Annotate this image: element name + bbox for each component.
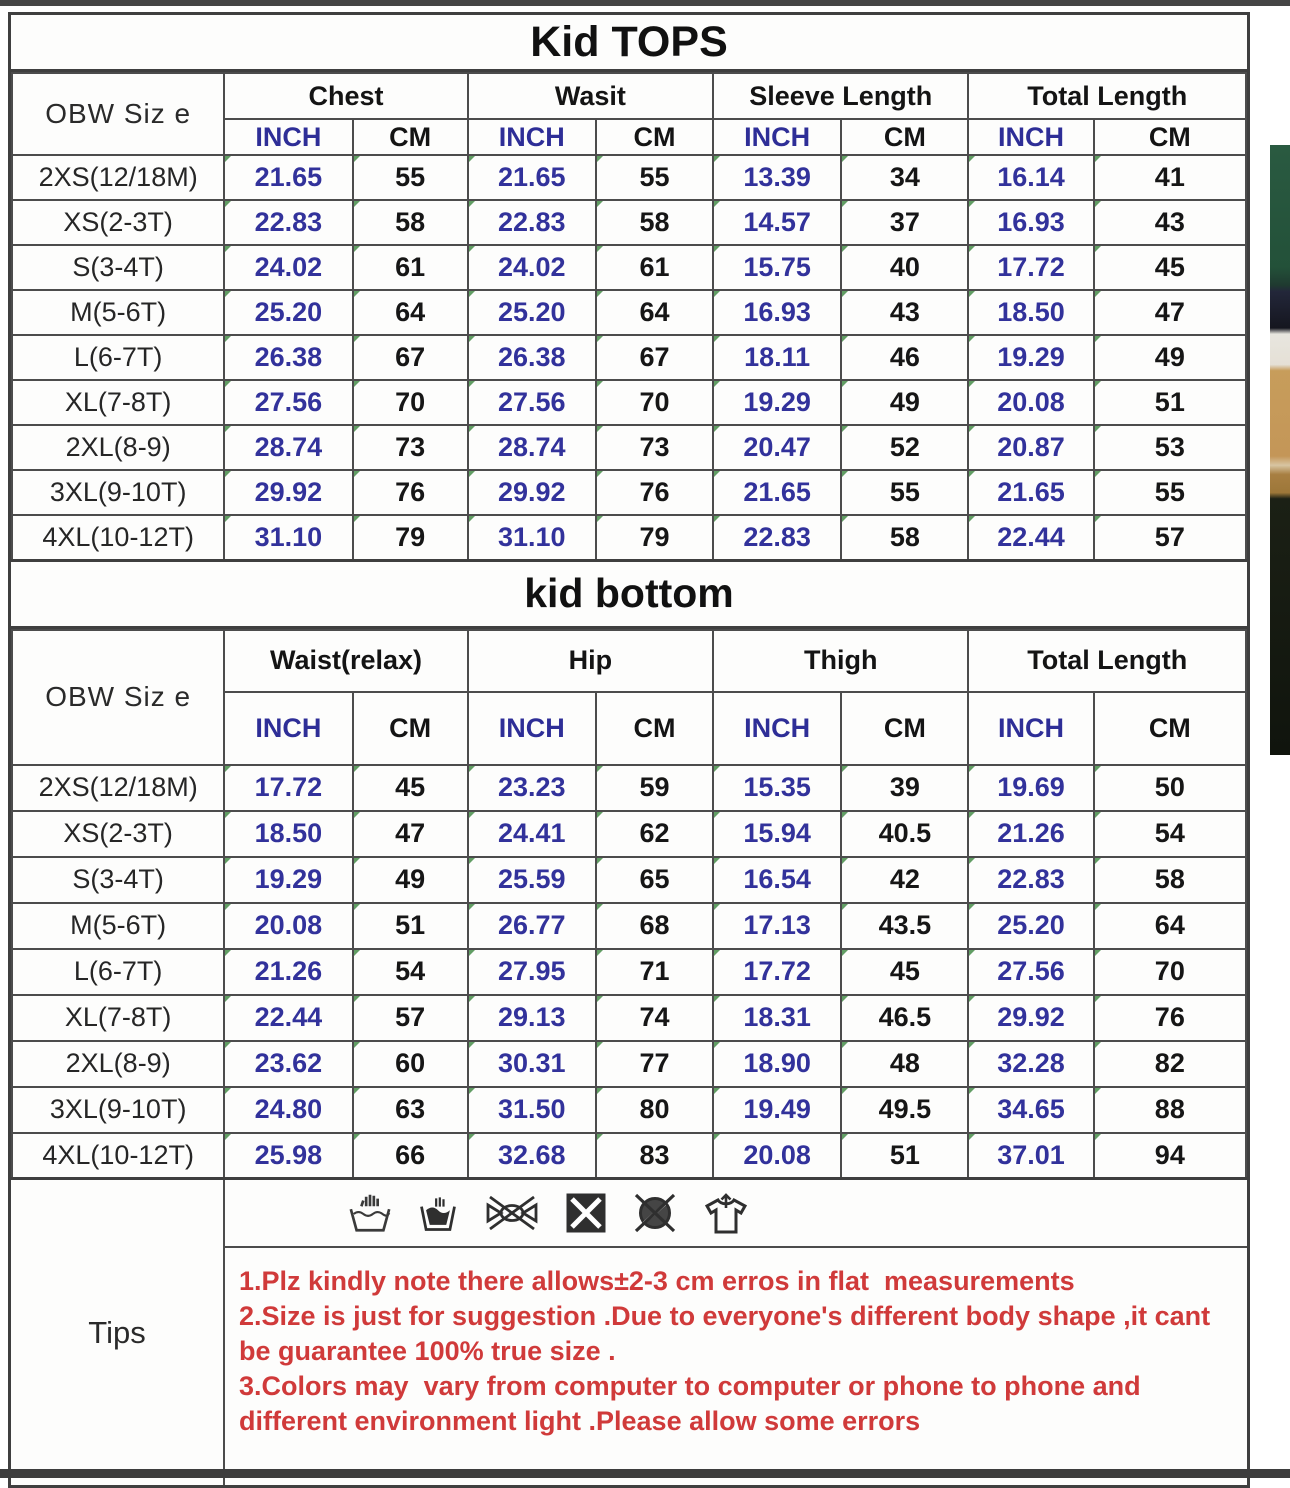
waist-relax-group-header: Waist(relax)	[224, 630, 467, 692]
cm-value-cell: 76	[1094, 995, 1246, 1041]
cm-value-cell: 58	[1094, 857, 1246, 903]
cm-value-cell: 49	[353, 857, 468, 903]
table-row	[12, 765, 1246, 811]
cm-value-cell: 74	[596, 995, 713, 1041]
cm-value-cell: 50	[1094, 765, 1246, 811]
inch-value-cell: 16.93	[713, 290, 841, 335]
inch-value-cell: 25.20	[224, 290, 352, 335]
table-row	[12, 811, 1246, 857]
cm-header: CM	[1094, 119, 1246, 155]
inch-value-cell: 30.31	[468, 1041, 596, 1087]
cm-value-cell: 67	[353, 335, 468, 380]
inch-value-cell: 31.50	[468, 1087, 596, 1133]
inch-value-cell: 17.72	[224, 765, 352, 811]
inch-header: INCH	[968, 119, 1093, 155]
inch-value-cell: 22.83	[713, 515, 841, 560]
cm-value-cell: 45	[353, 765, 468, 811]
cm-value-cell: 47	[353, 811, 468, 857]
inch-value-cell: 31.10	[468, 515, 596, 560]
size-cell: XS(2-3T)	[12, 811, 224, 857]
inch-value-cell: 37.01	[968, 1133, 1093, 1179]
cm-value-cell: 51	[353, 903, 468, 949]
inch-value-cell: 23.62	[224, 1041, 352, 1087]
inch-header: INCH	[968, 692, 1093, 765]
do-not-wring-icon	[483, 1191, 541, 1235]
cm-value-cell: 58	[353, 200, 468, 245]
table-row	[12, 949, 1246, 995]
cm-value-cell: 61	[596, 245, 713, 290]
inch-value-cell: 15.94	[713, 811, 841, 857]
cm-value-cell: 73	[353, 425, 468, 470]
total-length-group-header: Total Length	[968, 73, 1246, 119]
cm-value-cell: 55	[353, 155, 468, 200]
tip-note-1: 1.Plz kindly note there allows±2-3 cm erros in flat measurements	[239, 1266, 1075, 1296]
size-cell: M(5-6T)	[12, 290, 224, 335]
cm-value-cell: 58	[841, 515, 968, 560]
cm-value-cell: 49	[1094, 335, 1246, 380]
cm-value-cell: 59	[596, 765, 713, 811]
cm-header: CM	[1094, 692, 1246, 765]
inch-value-cell: 20.08	[968, 380, 1093, 425]
inch-value-cell: 25.20	[468, 290, 596, 335]
cm-value-cell: 54	[1094, 811, 1246, 857]
inch-value-cell: 18.50	[224, 811, 352, 857]
table-row	[12, 425, 1246, 470]
cm-value-cell: 70	[353, 380, 468, 425]
inch-value-cell: 24.80	[224, 1087, 352, 1133]
cm-value-cell: 53	[1094, 425, 1246, 470]
inch-value-cell: 27.56	[468, 380, 596, 425]
inch-value-cell: 20.08	[224, 903, 352, 949]
tops-group-header-row	[12, 73, 1246, 119]
inch-value-cell: 21.26	[224, 949, 352, 995]
cm-value-cell: 76	[353, 470, 468, 515]
table-row	[12, 290, 1246, 335]
table-row	[12, 155, 1246, 200]
wash-basin-icon	[416, 1191, 460, 1235]
cm-value-cell: 46.5	[841, 995, 968, 1041]
inch-value-cell: 26.77	[468, 903, 596, 949]
cm-value-cell: 46	[841, 335, 968, 380]
tips-label: Tips	[11, 1180, 225, 1485]
size-cell: S(3-4T)	[12, 857, 224, 903]
inch-value-cell: 27.56	[968, 949, 1093, 995]
cm-value-cell: 55	[596, 155, 713, 200]
inch-value-cell: 25.20	[968, 903, 1093, 949]
cm-value-cell: 77	[596, 1041, 713, 1087]
cm-value-cell: 37	[841, 200, 968, 245]
cm-value-cell: 88	[1094, 1087, 1246, 1133]
inch-value-cell: 32.28	[968, 1041, 1093, 1087]
inch-value-cell: 20.08	[713, 1133, 841, 1179]
cm-value-cell: 52	[841, 425, 968, 470]
cm-value-cell: 39	[841, 765, 968, 811]
waist-group-header: Wasit	[468, 73, 713, 119]
cm-value-cell: 48	[841, 1041, 968, 1087]
cm-header: CM	[841, 692, 968, 765]
cm-header: CM	[596, 119, 713, 155]
cm-value-cell: 76	[596, 470, 713, 515]
inch-value-cell: 18.31	[713, 995, 841, 1041]
cm-value-cell: 73	[596, 425, 713, 470]
size-column-header: OBW Siz e	[12, 630, 224, 765]
cm-value-cell: 40	[841, 245, 968, 290]
cm-value-cell: 61	[353, 245, 468, 290]
inch-value-cell: 26.38	[468, 335, 596, 380]
inch-value-cell: 24.41	[468, 811, 596, 857]
inch-value-cell: 28.74	[468, 425, 596, 470]
cm-value-cell: 58	[596, 200, 713, 245]
cm-value-cell: 45	[1094, 245, 1246, 290]
inch-value-cell: 25.59	[468, 857, 596, 903]
do-not-tumble-dry-icon	[564, 1191, 608, 1235]
size-cell: 2XL(8-9)	[12, 425, 224, 470]
kid-tops-title: Kid TOPS	[11, 15, 1247, 72]
inch-value-cell: 18.50	[968, 290, 1093, 335]
inch-value-cell: 26.38	[224, 335, 352, 380]
cm-value-cell: 43.5	[841, 903, 968, 949]
inch-value-cell: 16.93	[968, 200, 1093, 245]
total-length-group-header: Total Length	[968, 630, 1246, 692]
inch-value-cell: 21.65	[713, 470, 841, 515]
cm-value-cell: 43	[841, 290, 968, 335]
size-cell: XL(7-8T)	[12, 380, 224, 425]
inch-value-cell: 17.72	[713, 949, 841, 995]
inch-value-cell: 19.69	[968, 765, 1093, 811]
inch-value-cell: 19.49	[713, 1087, 841, 1133]
table-row	[12, 245, 1246, 290]
cm-value-cell: 67	[596, 335, 713, 380]
cm-value-cell: 54	[353, 949, 468, 995]
cm-value-cell: 34	[841, 155, 968, 200]
inch-value-cell: 19.29	[224, 857, 352, 903]
inch-header: INCH	[224, 119, 352, 155]
inch-value-cell: 15.75	[713, 245, 841, 290]
inch-value-cell: 20.47	[713, 425, 841, 470]
inch-value-cell: 23.23	[468, 765, 596, 811]
inch-value-cell: 22.83	[468, 200, 596, 245]
cm-value-cell: 55	[1094, 470, 1246, 515]
cm-value-cell: 64	[596, 290, 713, 335]
inch-value-cell: 14.57	[713, 200, 841, 245]
inch-value-cell: 18.11	[713, 335, 841, 380]
cm-value-cell: 45	[841, 949, 968, 995]
tips-notes	[225, 1248, 1247, 1485]
inch-value-cell: 34.65	[968, 1087, 1093, 1133]
inch-value-cell: 21.26	[968, 811, 1093, 857]
inch-value-cell: 25.98	[224, 1133, 352, 1179]
inch-value-cell: 29.92	[468, 470, 596, 515]
cm-value-cell: 49	[841, 380, 968, 425]
cm-value-cell: 57	[353, 995, 468, 1041]
table-row	[12, 995, 1246, 1041]
cm-value-cell: 83	[596, 1133, 713, 1179]
bottom-edge-strip	[0, 1469, 1290, 1478]
size-cell: 3XL(9-10T)	[12, 470, 224, 515]
inch-value-cell: 22.44	[968, 515, 1093, 560]
inch-header: INCH	[713, 119, 841, 155]
inch-value-cell: 22.83	[968, 857, 1093, 903]
size-cell: 4XL(10-12T)	[12, 1133, 224, 1179]
cm-value-cell: 68	[596, 903, 713, 949]
cm-value-cell: 57	[1094, 515, 1246, 560]
inch-value-cell: 31.10	[224, 515, 352, 560]
cm-header: CM	[596, 692, 713, 765]
cm-value-cell: 51	[1094, 380, 1246, 425]
inch-value-cell: 29.13	[468, 995, 596, 1041]
size-chart-sheet	[8, 12, 1250, 1488]
inch-value-cell: 22.83	[224, 200, 352, 245]
hip-group-header: Hip	[468, 630, 713, 692]
tips-section	[11, 1180, 1247, 1485]
size-column-header: OBW Siz e	[12, 73, 224, 155]
tip-note-3: 3.Colors may vary from computer to computer or phone to phone and different environment light .Please allow some errors	[239, 1371, 1149, 1437]
cm-value-cell: 71	[596, 949, 713, 995]
inch-value-cell: 22.44	[224, 995, 352, 1041]
cm-value-cell: 41	[1094, 155, 1246, 200]
cm-header: CM	[841, 119, 968, 155]
cm-value-cell: 94	[1094, 1133, 1246, 1179]
cm-value-cell: 82	[1094, 1041, 1246, 1087]
inch-value-cell: 15.35	[713, 765, 841, 811]
table-row	[12, 1087, 1246, 1133]
cm-value-cell: 60	[353, 1041, 468, 1087]
inch-value-cell: 20.87	[968, 425, 1093, 470]
cm-value-cell: 42	[841, 857, 968, 903]
thigh-group-header: Thigh	[713, 630, 968, 692]
hand-wash-icon	[347, 1191, 393, 1235]
size-cell: L(6-7T)	[12, 949, 224, 995]
size-cell: 2XL(8-9)	[12, 1041, 224, 1087]
table-row	[12, 515, 1246, 560]
table-row	[12, 1041, 1246, 1087]
table-row	[12, 200, 1246, 245]
inch-value-cell: 21.65	[968, 470, 1093, 515]
inch-header: INCH	[468, 119, 596, 155]
cm-header: CM	[353, 692, 468, 765]
cm-value-cell: 62	[596, 811, 713, 857]
inch-header: INCH	[468, 692, 596, 765]
cm-value-cell: 51	[841, 1133, 968, 1179]
table-row	[12, 857, 1246, 903]
size-cell: M(5-6T)	[12, 903, 224, 949]
cm-value-cell: 70	[596, 380, 713, 425]
inch-value-cell: 27.56	[224, 380, 352, 425]
inch-value-cell: 29.92	[968, 995, 1093, 1041]
table-row	[12, 903, 1246, 949]
care-icons-row	[225, 1180, 1247, 1248]
size-cell: XS(2-3T)	[12, 200, 224, 245]
inch-value-cell: 29.92	[224, 470, 352, 515]
inch-value-cell: 24.02	[468, 245, 596, 290]
cm-value-cell: 63	[353, 1087, 468, 1133]
cm-value-cell: 66	[353, 1133, 468, 1179]
kid-bottom-title: kid bottom	[11, 562, 1247, 629]
cm-value-cell: 43	[1094, 200, 1246, 245]
inch-value-cell: 16.54	[713, 857, 841, 903]
inch-value-cell: 16.14	[968, 155, 1093, 200]
cm-value-cell: 49.5	[841, 1087, 968, 1133]
chest-group-header: Chest	[224, 73, 467, 119]
table-row	[12, 1133, 1246, 1179]
tip-note-2: 2.Size is just for suggestion .Due to everyone's different body shape ,it cant be guarantee 100% true size .	[239, 1301, 1218, 1367]
inch-value-cell: 21.65	[224, 155, 352, 200]
inch-value-cell: 13.39	[713, 155, 841, 200]
inch-value-cell: 17.72	[968, 245, 1093, 290]
inch-value-cell: 19.29	[713, 380, 841, 425]
inch-value-cell: 24.02	[224, 245, 352, 290]
table-row	[12, 335, 1246, 380]
hang-dry-icon	[702, 1191, 750, 1235]
size-cell: 3XL(9-10T)	[12, 1087, 224, 1133]
inch-value-cell: 32.68	[468, 1133, 596, 1179]
cm-header: CM	[353, 119, 468, 155]
cm-value-cell: 64	[353, 290, 468, 335]
do-not-dry-clean-icon	[631, 1191, 679, 1235]
cm-value-cell: 70	[1094, 949, 1246, 995]
cm-value-cell: 40.5	[841, 811, 968, 857]
cm-value-cell: 79	[353, 515, 468, 560]
inch-value-cell: 18.90	[713, 1041, 841, 1087]
inch-header: INCH	[713, 692, 841, 765]
size-cell: 4XL(10-12T)	[12, 515, 224, 560]
product-photo-strip	[1270, 145, 1290, 755]
size-cell: 2XS(12/18M)	[12, 155, 224, 200]
cm-value-cell: 47	[1094, 290, 1246, 335]
kid-bottom-table	[11, 629, 1247, 1181]
inch-header: INCH	[224, 692, 352, 765]
inch-value-cell: 28.74	[224, 425, 352, 470]
cm-value-cell: 79	[596, 515, 713, 560]
top-edge-strip	[0, 0, 1290, 6]
cm-value-cell: 80	[596, 1087, 713, 1133]
cm-value-cell: 64	[1094, 903, 1246, 949]
inch-value-cell: 17.13	[713, 903, 841, 949]
cm-value-cell: 65	[596, 857, 713, 903]
kid-tops-table	[11, 72, 1247, 562]
inch-value-cell: 21.65	[468, 155, 596, 200]
inch-value-cell: 19.29	[968, 335, 1093, 380]
inch-value-cell: 27.95	[468, 949, 596, 995]
size-cell: S(3-4T)	[12, 245, 224, 290]
table-row	[12, 470, 1246, 515]
cm-value-cell: 55	[841, 470, 968, 515]
size-cell: 2XS(12/18M)	[12, 765, 224, 811]
table-row	[12, 380, 1246, 425]
bottom-group-header-row	[12, 630, 1246, 692]
sleeve-length-group-header: Sleeve Length	[713, 73, 968, 119]
size-cell: L(6-7T)	[12, 335, 224, 380]
size-cell: XL(7-8T)	[12, 995, 224, 1041]
